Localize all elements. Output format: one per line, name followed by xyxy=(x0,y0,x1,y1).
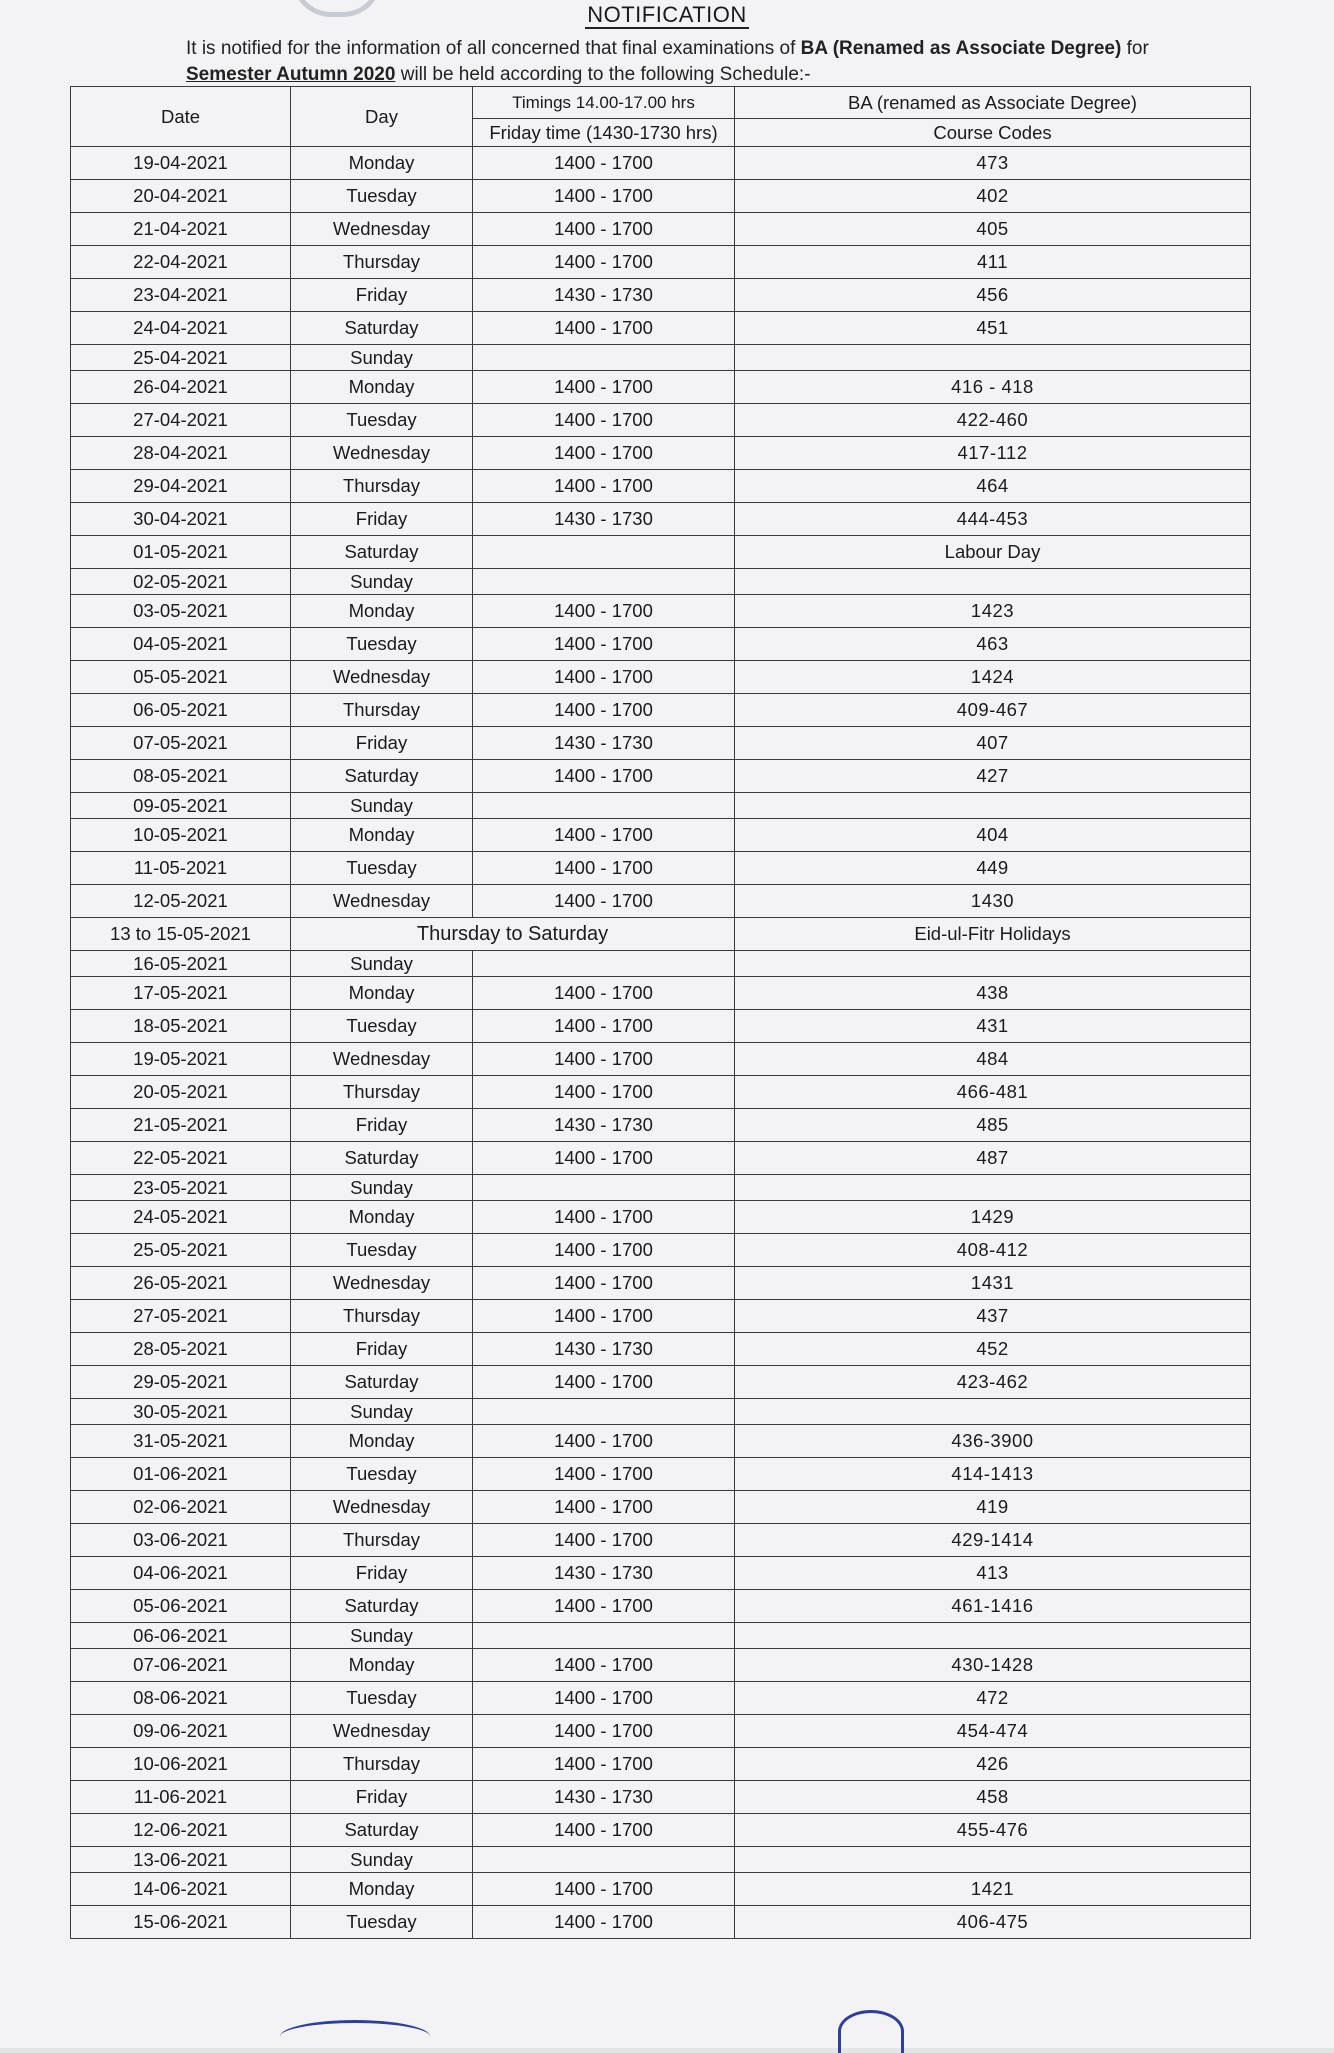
course-code-cell: 438 xyxy=(735,977,1251,1010)
course-code-cell: 422-460 xyxy=(735,404,1251,437)
time-cell: 1400 - 1700 xyxy=(473,1649,735,1682)
day-cell: Sunday xyxy=(291,1847,473,1873)
day-cell: Thursday xyxy=(291,1748,473,1781)
schedule-row xyxy=(71,1557,1251,1590)
schedule-row xyxy=(71,793,1251,819)
date-cell: 17-05-2021 xyxy=(71,977,291,1010)
schedule-row xyxy=(71,1366,1251,1399)
time-cell xyxy=(473,1399,735,1425)
day-cell: Wednesday xyxy=(291,661,473,694)
date-cell: 01-06-2021 xyxy=(71,1458,291,1491)
date-cell: 28-04-2021 xyxy=(71,437,291,470)
time-cell xyxy=(473,536,735,569)
course-code-cell: 1430 xyxy=(735,885,1251,918)
date-cell: 20-05-2021 xyxy=(71,1076,291,1109)
schedule-row xyxy=(71,852,1251,885)
course-code-cell: Eid-ul-Fitr Holidays xyxy=(735,918,1251,951)
day-cell: Monday xyxy=(291,1201,473,1234)
header-course-codes: Course Codes xyxy=(735,119,1251,147)
date-cell: 25-05-2021 xyxy=(71,1234,291,1267)
time-cell: 1400 - 1700 xyxy=(473,1076,735,1109)
date-cell: 07-06-2021 xyxy=(71,1649,291,1682)
date-cell: 10-05-2021 xyxy=(71,819,291,852)
date-cell: 24-05-2021 xyxy=(71,1201,291,1234)
day-cell: Saturday xyxy=(291,312,473,345)
date-cell: 01-05-2021 xyxy=(71,536,291,569)
course-code-cell xyxy=(735,345,1251,371)
time-cell: 1400 - 1700 xyxy=(473,628,735,661)
date-cell: 05-06-2021 xyxy=(71,1590,291,1623)
time-cell: 1400 - 1700 xyxy=(473,885,735,918)
schedule-row xyxy=(71,1201,1251,1234)
date-cell: 07-05-2021 xyxy=(71,727,291,760)
date-cell: 04-05-2021 xyxy=(71,628,291,661)
date-cell: 02-06-2021 xyxy=(71,1491,291,1524)
course-code-cell: 1424 xyxy=(735,661,1251,694)
schedule-row xyxy=(71,661,1251,694)
time-cell: 1400 - 1700 xyxy=(473,437,735,470)
day-cell: Sunday xyxy=(291,1399,473,1425)
day-cell: Saturday xyxy=(291,1142,473,1175)
day-cell: Friday xyxy=(291,279,473,312)
course-code-cell: 417-112 xyxy=(735,437,1251,470)
day-cell: Sunday xyxy=(291,1623,473,1649)
day-cell: Monday xyxy=(291,1649,473,1682)
course-code-cell: 449 xyxy=(735,852,1251,885)
schedule-row xyxy=(71,147,1251,180)
schedule-row xyxy=(71,470,1251,503)
time-cell: 1400 - 1700 xyxy=(473,1491,735,1524)
time-cell: 1400 - 1700 xyxy=(473,852,735,885)
day-cell: Saturday xyxy=(291,1366,473,1399)
intro-text: It is notified for the information of all concerned that final examinations of BA (Renamed as Associate Degree) for Semester Autumn 2020 will be held according to the following Schedule:- xyxy=(186,38,1149,85)
time-cell: 1400 - 1700 xyxy=(473,1590,735,1623)
time-cell: 1400 - 1700 xyxy=(473,1748,735,1781)
day-cell: Friday xyxy=(291,1557,473,1590)
date-cell: 28-05-2021 xyxy=(71,1333,291,1366)
time-cell: 1400 - 1700 xyxy=(473,1524,735,1557)
day-cell: Thursday xyxy=(291,694,473,727)
course-code-cell: 427 xyxy=(735,760,1251,793)
exam-schedule-table xyxy=(70,86,1251,1939)
day-cell: Wednesday xyxy=(291,437,473,470)
date-cell: 16-05-2021 xyxy=(71,951,291,977)
schedule-row xyxy=(71,727,1251,760)
course-code-cell: 408-412 xyxy=(735,1234,1251,1267)
time-cell: 1400 - 1700 xyxy=(473,1043,735,1076)
course-code-cell: 409-467 xyxy=(735,694,1251,727)
day-cell: Thursday xyxy=(291,246,473,279)
course-code-cell: 455-476 xyxy=(735,1814,1251,1847)
schedule-row xyxy=(71,569,1251,595)
course-code-cell: 466-481 xyxy=(735,1076,1251,1109)
time-cell: 1400 - 1700 xyxy=(473,404,735,437)
course-code-cell xyxy=(735,1623,1251,1649)
time-cell: 1400 - 1700 xyxy=(473,1234,735,1267)
time-cell: 1400 - 1700 xyxy=(473,694,735,727)
time-cell: 1400 - 1700 xyxy=(473,1458,735,1491)
day-cell: Thursday xyxy=(291,1524,473,1557)
program-name: BA (Renamed as Associate Degree) xyxy=(800,38,1122,59)
date-cell: 10-06-2021 xyxy=(71,1748,291,1781)
time-cell: 1430 - 1730 xyxy=(473,503,735,536)
time-cell: 1400 - 1700 xyxy=(473,1425,735,1458)
schedule-row xyxy=(71,1425,1251,1458)
date-cell: 26-04-2021 xyxy=(71,371,291,404)
date-cell: 22-04-2021 xyxy=(71,246,291,279)
date-cell: 30-04-2021 xyxy=(71,503,291,536)
schedule-row xyxy=(71,345,1251,371)
course-code-cell: 463 xyxy=(735,628,1251,661)
date-cell: 14-06-2021 xyxy=(71,1873,291,1906)
course-code-cell: 437 xyxy=(735,1300,1251,1333)
time-cell xyxy=(473,793,735,819)
course-code-cell: 456 xyxy=(735,279,1251,312)
schedule-row xyxy=(71,1109,1251,1142)
time-cell: 1400 - 1700 xyxy=(473,661,735,694)
course-code-cell xyxy=(735,951,1251,977)
schedule-row xyxy=(71,503,1251,536)
course-code-cell xyxy=(735,1399,1251,1425)
date-cell: 19-04-2021 xyxy=(71,147,291,180)
schedule-row xyxy=(71,180,1251,213)
course-code-cell: 1429 xyxy=(735,1201,1251,1234)
date-cell: 20-04-2021 xyxy=(71,180,291,213)
course-code-cell: 485 xyxy=(735,1109,1251,1142)
date-cell: 03-05-2021 xyxy=(71,595,291,628)
schedule-row xyxy=(71,1010,1251,1043)
time-cell: 1400 - 1700 xyxy=(473,312,735,345)
schedule-row xyxy=(71,1906,1251,1939)
course-code-cell: 402 xyxy=(735,180,1251,213)
time-cell xyxy=(473,1175,735,1201)
schedule-row xyxy=(71,760,1251,793)
header-program: BA (renamed as Associate Degree) xyxy=(735,87,1251,119)
day-cell: Saturday xyxy=(291,1590,473,1623)
course-code-cell: 472 xyxy=(735,1682,1251,1715)
course-code-cell: 436-3900 xyxy=(735,1425,1251,1458)
schedule-row xyxy=(71,628,1251,661)
day-cell: Monday xyxy=(291,977,473,1010)
schedule-row xyxy=(71,1076,1251,1109)
schedule-row xyxy=(71,371,1251,404)
header-friday-time: Friday time (1430-1730 hrs) xyxy=(473,119,735,147)
time-cell: 1400 - 1700 xyxy=(473,1682,735,1715)
day-cell: Monday xyxy=(291,371,473,404)
schedule-row xyxy=(71,885,1251,918)
course-code-cell: 430-1428 xyxy=(735,1649,1251,1682)
notification-title: NOTIFICATION xyxy=(587,2,747,27)
course-code-cell xyxy=(735,1847,1251,1873)
date-cell: 22-05-2021 xyxy=(71,1142,291,1175)
day-cell: Saturday xyxy=(291,1814,473,1847)
schedule-row xyxy=(71,819,1251,852)
time-cell: 1400 - 1700 xyxy=(473,1267,735,1300)
schedule-row xyxy=(71,918,1251,951)
time-cell: 1430 - 1730 xyxy=(473,727,735,760)
day-cell: Wednesday xyxy=(291,1267,473,1300)
day-cell: Sunday xyxy=(291,569,473,595)
time-cell: 1400 - 1700 xyxy=(473,470,735,503)
course-code-cell xyxy=(735,793,1251,819)
ink-signature-stroke xyxy=(838,2010,904,2053)
course-code-cell: 416 - 418 xyxy=(735,371,1251,404)
schedule-body xyxy=(71,147,1251,1939)
time-cell: 1400 - 1700 xyxy=(473,1300,735,1333)
course-code-cell xyxy=(735,1175,1251,1201)
course-code-cell: 487 xyxy=(735,1142,1251,1175)
schedule-row xyxy=(71,279,1251,312)
time-cell xyxy=(473,951,735,977)
course-code-cell: 405 xyxy=(735,213,1251,246)
day-cell: Friday xyxy=(291,1109,473,1142)
date-cell: 02-05-2021 xyxy=(71,569,291,595)
header-date: Date xyxy=(71,87,291,147)
date-cell: 24-04-2021 xyxy=(71,312,291,345)
course-code-cell: 484 xyxy=(735,1043,1251,1076)
date-cell: 06-06-2021 xyxy=(71,1623,291,1649)
course-code-cell: 431 xyxy=(735,1010,1251,1043)
date-cell: 11-06-2021 xyxy=(71,1781,291,1814)
schedule-row xyxy=(71,1234,1251,1267)
date-cell: 13-06-2021 xyxy=(71,1847,291,1873)
time-cell: 1400 - 1700 xyxy=(473,1366,735,1399)
schedule-row xyxy=(71,694,1251,727)
course-code-cell: 452 xyxy=(735,1333,1251,1366)
date-cell: 21-05-2021 xyxy=(71,1109,291,1142)
day-cell: Thursday xyxy=(291,1076,473,1109)
date-cell: 11-05-2021 xyxy=(71,852,291,885)
time-cell: 1430 - 1730 xyxy=(473,1333,735,1366)
day-cell: Thursday to Saturday xyxy=(291,918,735,951)
day-cell: Tuesday xyxy=(291,1010,473,1043)
date-cell: 09-06-2021 xyxy=(71,1715,291,1748)
schedule-row xyxy=(71,1682,1251,1715)
course-code-cell: 473 xyxy=(735,147,1251,180)
schedule-row xyxy=(71,1300,1251,1333)
time-cell: 1400 - 1700 xyxy=(473,595,735,628)
schedule-row xyxy=(71,1491,1251,1524)
course-code-cell: 444-453 xyxy=(735,503,1251,536)
course-code-cell: 451 xyxy=(735,312,1251,345)
day-cell: Friday xyxy=(291,1333,473,1366)
date-cell: 13 to 15-05-2021 xyxy=(71,918,291,951)
time-cell: 1430 - 1730 xyxy=(473,1781,735,1814)
schedule-row xyxy=(71,213,1251,246)
schedule-row xyxy=(71,437,1251,470)
course-code-cell: 429-1414 xyxy=(735,1524,1251,1557)
day-cell: Sunday xyxy=(291,345,473,371)
day-cell: Tuesday xyxy=(291,628,473,661)
date-cell: 31-05-2021 xyxy=(71,1425,291,1458)
date-cell: 06-05-2021 xyxy=(71,694,291,727)
date-cell: 27-04-2021 xyxy=(71,404,291,437)
date-cell: 27-05-2021 xyxy=(71,1300,291,1333)
course-code-cell: 404 xyxy=(735,819,1251,852)
schedule-row xyxy=(71,1043,1251,1076)
course-code-cell xyxy=(735,569,1251,595)
day-cell: Friday xyxy=(291,727,473,760)
date-cell: 30-05-2021 xyxy=(71,1399,291,1425)
time-cell: 1400 - 1700 xyxy=(473,1142,735,1175)
day-cell: Monday xyxy=(291,819,473,852)
date-cell: 12-06-2021 xyxy=(71,1814,291,1847)
time-cell: 1400 - 1700 xyxy=(473,213,735,246)
course-code-cell: 1431 xyxy=(735,1267,1251,1300)
date-cell: 29-04-2021 xyxy=(71,470,291,503)
course-code-cell: 419 xyxy=(735,1491,1251,1524)
time-cell: 1400 - 1700 xyxy=(473,760,735,793)
header-day: Day xyxy=(291,87,473,147)
time-cell: 1430 - 1730 xyxy=(473,1109,735,1142)
schedule-row xyxy=(71,977,1251,1010)
date-cell: 21-04-2021 xyxy=(71,213,291,246)
schedule-row xyxy=(71,1333,1251,1366)
day-cell: Tuesday xyxy=(291,1906,473,1939)
schedule-row xyxy=(71,1142,1251,1175)
time-cell xyxy=(473,345,735,371)
time-cell: 1400 - 1700 xyxy=(473,1201,735,1234)
date-cell: 03-06-2021 xyxy=(71,1524,291,1557)
date-cell: 25-04-2021 xyxy=(71,345,291,371)
time-cell xyxy=(473,569,735,595)
schedule-row xyxy=(71,1649,1251,1682)
semester-name: Semester Autumn 2020 xyxy=(186,64,396,85)
course-code-cell: 1423 xyxy=(735,595,1251,628)
day-cell: Wednesday xyxy=(291,1043,473,1076)
day-cell: Friday xyxy=(291,1781,473,1814)
day-cell: Sunday xyxy=(291,1175,473,1201)
schedule-row xyxy=(71,951,1251,977)
day-cell: Wednesday xyxy=(291,1491,473,1524)
header-timings: Timings 14.00-17.00 hrs xyxy=(473,87,735,119)
course-code-cell: 414-1413 xyxy=(735,1458,1251,1491)
day-cell: Tuesday xyxy=(291,1234,473,1267)
date-cell: 08-05-2021 xyxy=(71,760,291,793)
day-cell: Saturday xyxy=(291,536,473,569)
schedule-row xyxy=(71,1748,1251,1781)
schedule-row xyxy=(71,1623,1251,1649)
time-cell: 1400 - 1700 xyxy=(473,819,735,852)
date-cell: 23-05-2021 xyxy=(71,1175,291,1201)
day-cell: Thursday xyxy=(291,470,473,503)
schedule-row xyxy=(71,1267,1251,1300)
intro-paragraph xyxy=(130,36,1230,88)
day-cell: Monday xyxy=(291,147,473,180)
day-cell: Tuesday xyxy=(291,1458,473,1491)
schedule-row xyxy=(71,312,1251,345)
time-cell: 1400 - 1700 xyxy=(473,1873,735,1906)
day-cell: Monday xyxy=(291,1425,473,1458)
date-cell: 18-05-2021 xyxy=(71,1010,291,1043)
time-cell: 1400 - 1700 xyxy=(473,977,735,1010)
date-cell: 19-05-2021 xyxy=(71,1043,291,1076)
schedule-row xyxy=(71,1399,1251,1425)
schedule-row xyxy=(71,1847,1251,1873)
course-code-cell: 464 xyxy=(735,470,1251,503)
time-cell: 1400 - 1700 xyxy=(473,1906,735,1939)
date-cell: 26-05-2021 xyxy=(71,1267,291,1300)
course-code-cell: 423-462 xyxy=(735,1366,1251,1399)
day-cell: Monday xyxy=(291,595,473,628)
date-cell: 04-06-2021 xyxy=(71,1557,291,1590)
day-cell: Tuesday xyxy=(291,852,473,885)
date-cell: 09-05-2021 xyxy=(71,793,291,819)
day-cell: Monday xyxy=(291,1873,473,1906)
schedule-row xyxy=(71,1781,1251,1814)
course-code-cell: 1421 xyxy=(735,1873,1251,1906)
schedule-row xyxy=(71,1590,1251,1623)
time-cell: 1400 - 1700 xyxy=(473,246,735,279)
course-code-cell: 411 xyxy=(735,246,1251,279)
schedule-row xyxy=(71,404,1251,437)
course-code-cell: 454-474 xyxy=(735,1715,1251,1748)
time-cell: 1400 - 1700 xyxy=(473,371,735,404)
time-cell xyxy=(473,1623,735,1649)
schedule-row xyxy=(71,595,1251,628)
day-cell: Sunday xyxy=(291,951,473,977)
time-cell xyxy=(473,1847,735,1873)
schedule-row xyxy=(71,536,1251,569)
time-cell: 1430 - 1730 xyxy=(473,1557,735,1590)
day-cell: Wednesday xyxy=(291,1715,473,1748)
schedule-row xyxy=(71,1715,1251,1748)
day-cell: Thursday xyxy=(291,1300,473,1333)
schedule-row xyxy=(71,1524,1251,1557)
course-code-cell: Labour Day xyxy=(735,536,1251,569)
course-code-cell: 406-475 xyxy=(735,1906,1251,1939)
time-cell: 1400 - 1700 xyxy=(473,180,735,213)
date-cell: 15-06-2021 xyxy=(71,1906,291,1939)
time-cell: 1430 - 1730 xyxy=(473,279,735,312)
date-cell: 29-05-2021 xyxy=(71,1366,291,1399)
course-code-cell: 413 xyxy=(735,1557,1251,1590)
course-code-cell: 426 xyxy=(735,1748,1251,1781)
schedule-row xyxy=(71,1873,1251,1906)
schedule-row xyxy=(71,1175,1251,1201)
day-cell: Tuesday xyxy=(291,1682,473,1715)
time-cell: 1400 - 1700 xyxy=(473,1715,735,1748)
time-cell: 1400 - 1700 xyxy=(473,1814,735,1847)
schedule-row xyxy=(71,1814,1251,1847)
day-cell: Saturday xyxy=(291,760,473,793)
course-code-cell: 458 xyxy=(735,1781,1251,1814)
time-cell: 1400 - 1700 xyxy=(473,1010,735,1043)
course-code-cell: 461-1416 xyxy=(735,1590,1251,1623)
schedule-row xyxy=(71,1458,1251,1491)
day-cell: Tuesday xyxy=(291,180,473,213)
day-cell: Wednesday xyxy=(291,213,473,246)
ink-signature-stroke xyxy=(280,2020,430,2053)
date-cell: 23-04-2021 xyxy=(71,279,291,312)
date-cell: 05-05-2021 xyxy=(71,661,291,694)
schedule-row xyxy=(71,246,1251,279)
date-cell: 08-06-2021 xyxy=(71,1682,291,1715)
day-cell: Wednesday xyxy=(291,885,473,918)
day-cell: Sunday xyxy=(291,793,473,819)
date-cell: 12-05-2021 xyxy=(71,885,291,918)
day-cell: Friday xyxy=(291,503,473,536)
day-cell: Tuesday xyxy=(291,404,473,437)
time-cell: 1400 - 1700 xyxy=(473,147,735,180)
course-code-cell: 407 xyxy=(735,727,1251,760)
